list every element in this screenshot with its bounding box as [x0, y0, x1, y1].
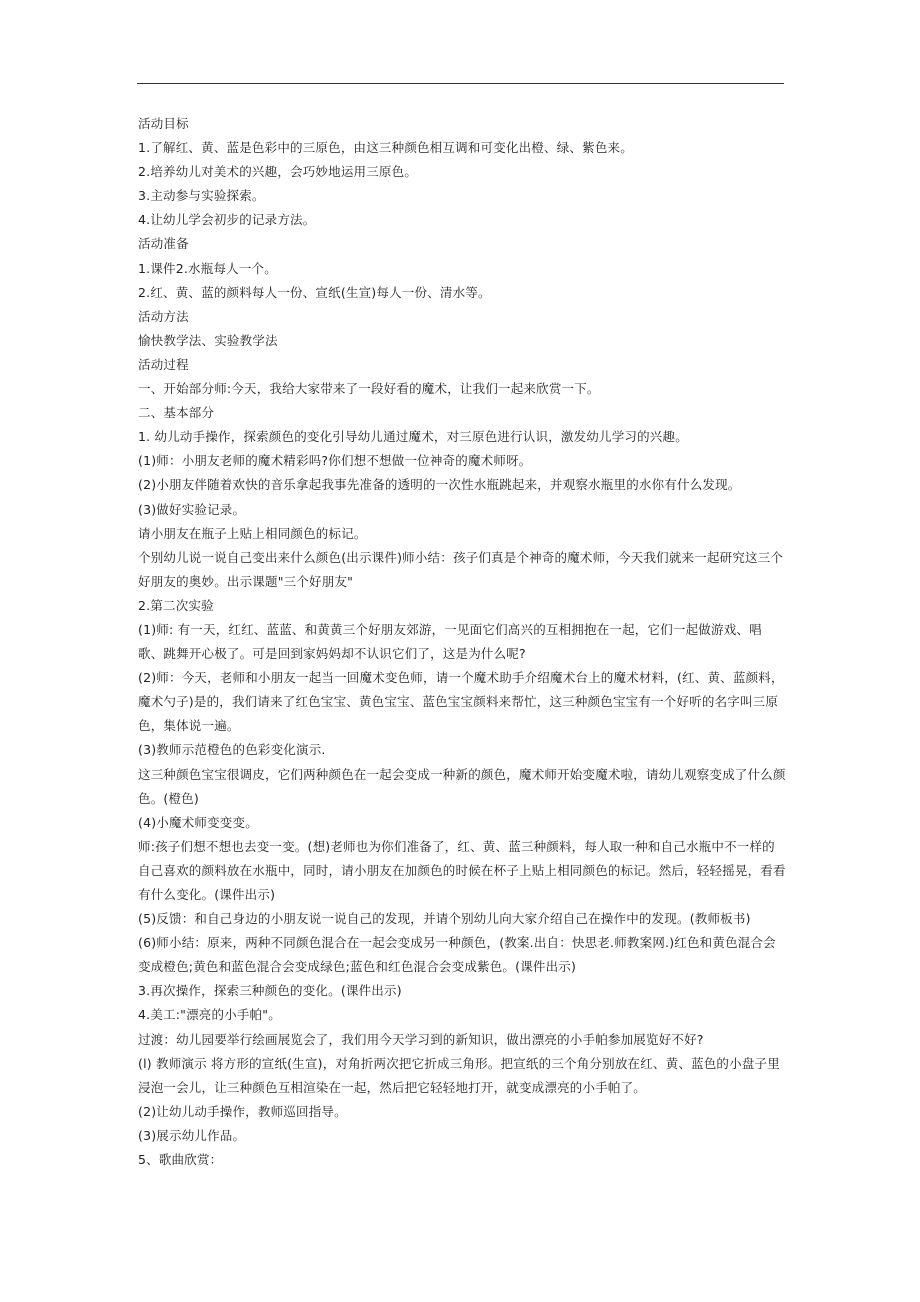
paragraph: 个别幼儿说一说自己变出来什么颜色(出示课件)师小结：孩子们真是个神奇的魔术师，今天我们就来一起研究这三个好朋友的奥妙。出示课题"三个好朋友": [138, 549, 784, 589]
paragraph: 愉快教学法、实验教学法: [138, 332, 278, 348]
paragraph: (6)师小结：原来，两种不同颜色混合在一起会变成另一种颜色，(教案.出自：快思老.师教案网.)红色和黄色混合会变成橙色;黄色和蓝色混合会变成绿色;蓝色和红色混合会变成紫色。(课件出示): [138, 935, 776, 975]
paragraph: 二、基本部分: [138, 405, 215, 421]
paragraph: 3.再次操作，探索三种颜色的变化。(课件出示): [138, 983, 402, 999]
paragraph: (2)师：今天，老师和小朋友一起当一回魔术变色师，请一个魔术助手介绍魔术台上的魔术材料，(红、黄、蓝颜料，魔术勺子)是的，我们请来了红色宝宝、黄色宝宝、蓝色宝宝颜料来帮忙，这三种颜色宝宝有一个好听的名字叫三原色，集体说一遍。: [138, 670, 784, 734]
paragraph: 活动目标: [138, 116, 189, 131]
paragraph: 活动准备: [138, 236, 189, 252]
paragraph: 活动过程: [138, 356, 189, 372]
paragraph: 3.主动参与实验探索。: [138, 188, 265, 204]
paragraph: 4.让幼儿学会初步的记录方法。: [138, 212, 316, 228]
paragraph: 活动方法: [138, 308, 189, 324]
paragraph: 1.课件2.水瓶每人一个。: [138, 260, 277, 276]
paragraph: (3)教师示范橙色的色彩变化演示.: [138, 742, 326, 758]
paragraph: 4.美工:"漂亮的小手帕"。: [138, 1007, 281, 1023]
paragraph: (2)小朋友伴随着欢快的音乐拿起我事先准备的透明的一次性水瓶跳起来，并观察水瓶里的水你有什么发现。: [138, 477, 741, 493]
paragraph: 1. 幼儿动手操作，探索颜色的变化引导幼儿通过魔术，对三原色进行认识，激发幼儿学习的兴趣。: [138, 429, 688, 445]
paragraph: (3)展示幼儿作品。: [138, 1127, 246, 1143]
header-rule: [137, 83, 784, 84]
paragraph: 这三种颜色宝宝很调皮，它们两种颜色在一起会变成一种新的颜色，魔术师开始变魔术啦，请幼儿观察变成了什么颜色。(橙色): [138, 766, 786, 806]
paragraph: 师:孩子们想不想也去变一变。(想)老师也为你们准备了，红、黄、蓝三种颜料，每人取一种和自己水瓶中不一样的自己喜欢的颜料放在水瓶中，同时，请小朋友在加颜色的时候在杯子上贴上相同颜色的标记。然后，轻轻摇晃，看看有什么变化。(课件出示): [138, 838, 786, 902]
paragraph: 1.了解红、黄、蓝是色彩中的三原色，由这三种颜色相互调和可变化出橙、绿、紫色来。: [138, 140, 633, 156]
paragraph: 2.红、黄、蓝的颜料每人一份、宣纸(生宣)每人一份、清水等。: [138, 284, 491, 300]
paragraph: 请小朋友在瓶子上贴上相同颜色的标记。: [138, 525, 367, 541]
paragraph: 2.培养幼儿对美术的兴趣，会巧妙地运用三原色。: [138, 164, 418, 180]
paragraph: (4)小魔术师变变变。: [138, 814, 258, 830]
paragraph: (3)做好实验记录。: [138, 501, 246, 517]
paragraph: 2.第二次实验: [138, 597, 214, 613]
paragraph: (1)师：小朋友老师的魔术精彩吗?你们想不想做一位神奇的魔术师呀。: [138, 453, 532, 469]
paragraph: (1)师: 有一天，红红、蓝蓝、和黄黄三个好朋友郊游，一见面它们高兴的互相拥抱在一起，它们一起做游戏、唱歌、跳舞开心极了。可是回到家妈妈却不认识它们了，这是为什么呢?: [138, 621, 762, 662]
paragraph: (2)让幼儿动手操作，教师巡回指导。: [138, 1103, 347, 1119]
paragraph: 过渡：幼儿园要举行绘画展览会了，我们用今天学习到的新知识，做出漂亮的小手帕参加展览好不好?: [138, 1031, 704, 1047]
paragraph: (5)反馈：和自己身边的小朋友说一说自己的发现，并请个别幼儿向大家介绍自己在操作中的发现。(教师板书): [138, 911, 751, 927]
paragraph: (l) 教师演示 将方形的宣纸(生宣)，对角折两次把它折成三角形。把宣纸的三个角分别放在红、黄、蓝色的小盘子里浸泡一会儿，让三种颜色互相渲染在一起，然后把它轻轻地打开，就变成漂亮的小手帕了。: [138, 1055, 780, 1095]
document-body: [138, 112, 786, 1172]
paragraph: 5、歌曲欣赏：: [138, 1152, 223, 1168]
paragraph: 一、开始部分师:今天，我给大家带来了一段好看的魔术，让我们一起来欣赏一下。: [138, 381, 600, 397]
